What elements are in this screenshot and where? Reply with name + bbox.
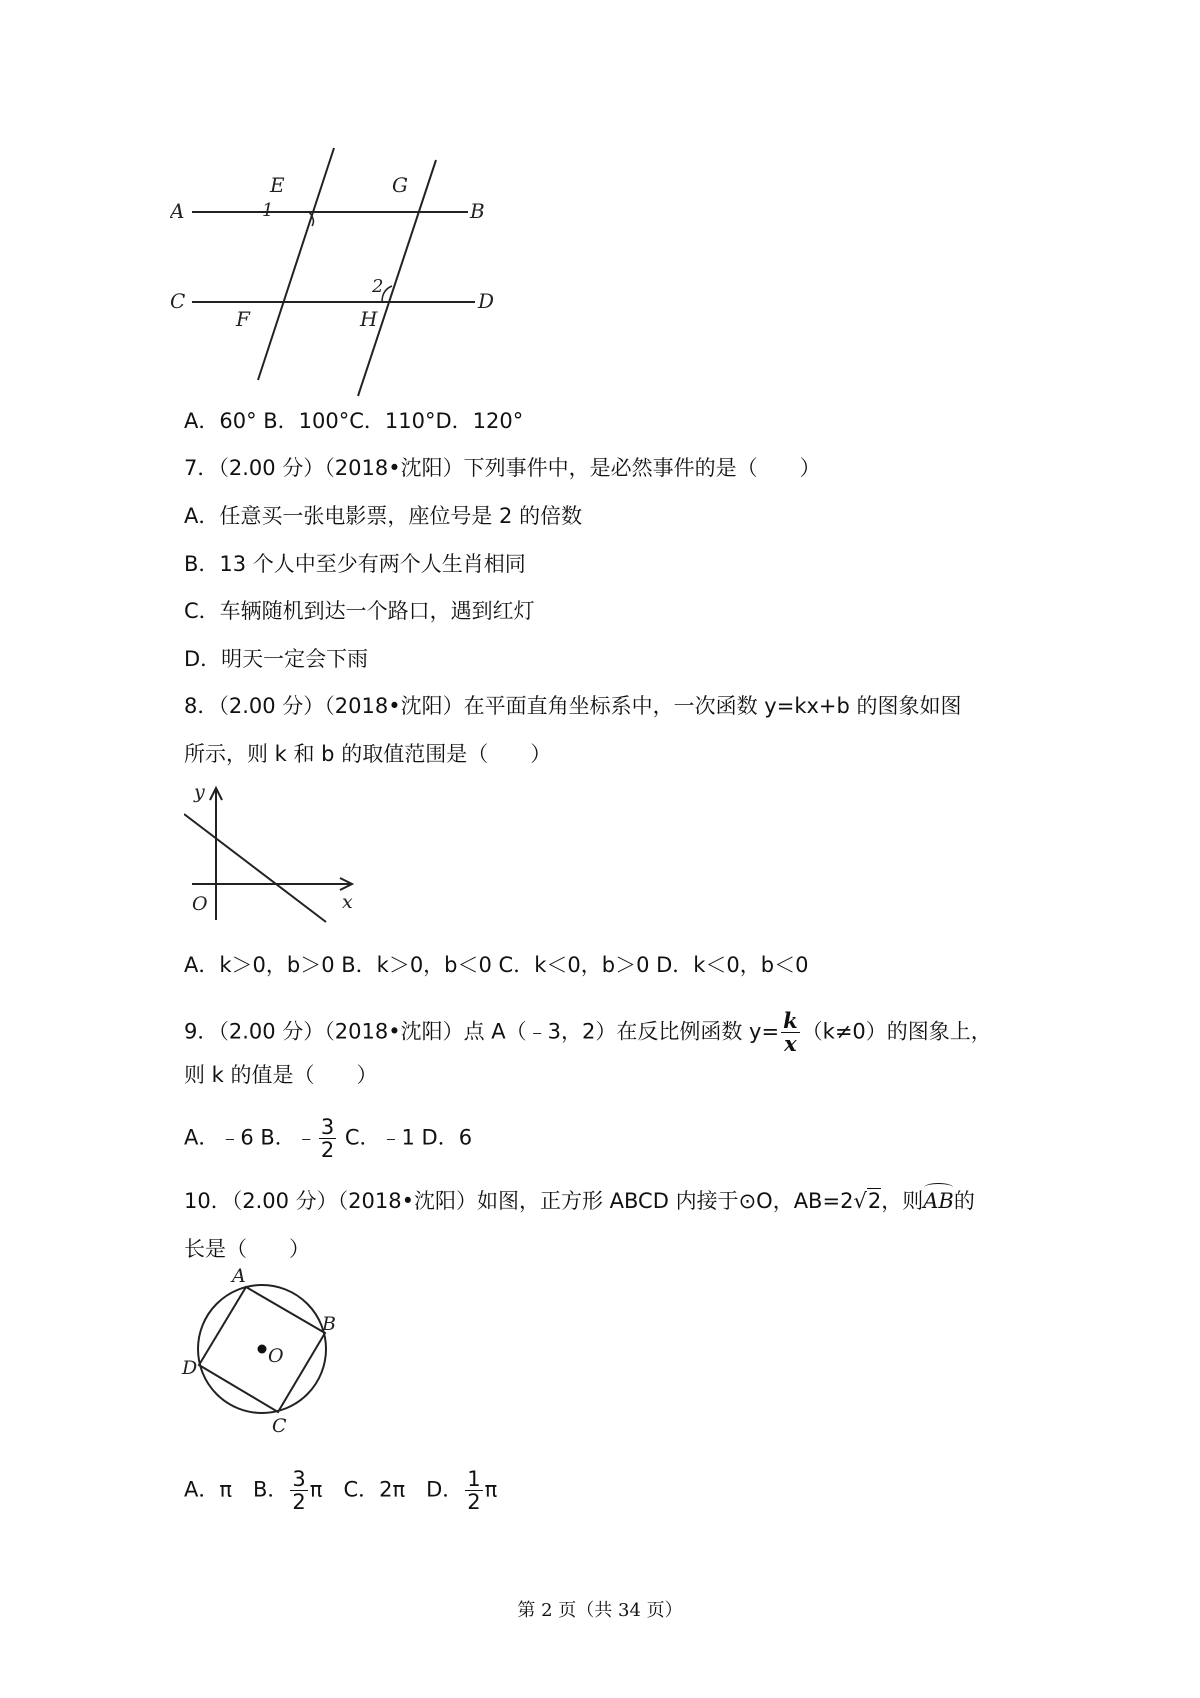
label-d-square: D <box>182 1357 198 1379</box>
q9-fraction-num: k <box>783 1008 798 1033</box>
label-b: B <box>470 199 485 223</box>
q9-stem-pre: 9．（2.00 分）（2018•沈阳）点 A（﹣3，2）在反比例函数 y= <box>184 1019 780 1044</box>
q10-option-d-den: 2 <box>467 1490 481 1515</box>
q10-option-d-unit: π <box>484 1477 498 1502</box>
q10-option-d-fraction <box>465 1468 482 1513</box>
label-g: G <box>392 173 408 197</box>
q9-option-b-fraction <box>319 1116 336 1161</box>
q10-option-b-fraction <box>290 1468 307 1513</box>
label-a: A <box>170 199 185 223</box>
q9-option-b-den: 2 <box>320 1138 335 1163</box>
linear-function-figure <box>184 780 364 930</box>
q9-fraction <box>781 1010 800 1055</box>
q7-option-b: B．13 个人中至少有两个人生肖相同 <box>184 552 526 576</box>
q10-option-b-unit: π <box>309 1477 323 1502</box>
label-c: C <box>170 289 186 313</box>
q6-options: A．60° B．100°C．110°D．120° <box>184 409 524 433</box>
q9-stem-line1 <box>184 1010 992 1055</box>
origin-label: O <box>192 893 208 915</box>
label-c-square: C <box>272 1415 287 1436</box>
label-e: E <box>270 173 285 197</box>
label-2: 2 <box>372 276 384 297</box>
q9-fraction-den: x <box>784 1031 797 1057</box>
q10-stem-line2: 长是（ ） <box>184 1237 310 1261</box>
center-point <box>258 1345 267 1354</box>
q10-stem-mid: ，则 <box>881 1189 924 1213</box>
q9-option-b-num: 3 <box>320 1115 335 1139</box>
label-1: 1 <box>262 200 274 221</box>
q10-stem-line1 <box>184 1186 975 1216</box>
label-d: D <box>478 289 495 313</box>
q8-options: A．k＞0，b＞0 B．k＞0，b＜0 C．k＜0，b＞0 D．k＜0，b＜0 <box>184 953 809 977</box>
sqrt-value: 2 <box>867 1189 882 1213</box>
q7-option-d: D．明天一定会下雨 <box>184 647 369 671</box>
q7-stem: 7．（2.00 分）（2018•沈阳）下列事件中，是必然事件的是（ ） <box>184 456 821 480</box>
q8-stem-line2: 所示，则 k 和 b 的取值范围是（ ） <box>184 742 552 766</box>
label-h: H <box>360 307 378 331</box>
q10-option-b-den: 2 <box>292 1490 306 1515</box>
q10-option-c: C．2π D． <box>343 1477 464 1502</box>
page-footer: 第 2 页（共 34 页） <box>517 1600 683 1621</box>
label-a-square: A <box>232 1266 246 1287</box>
label-f: F <box>236 307 250 331</box>
label-b-square: B <box>322 1313 336 1335</box>
inscribed-square-figure <box>180 1266 350 1436</box>
q10-stem-post: 的 <box>953 1189 975 1213</box>
y-axis-label: y <box>194 781 205 803</box>
q10-option-b-num: 3 <box>292 1467 306 1491</box>
q9-option-c-d: C．﹣1 D．6 <box>338 1125 473 1150</box>
q10-stem-pre: 10．（2.00 分）（2018•沈阳）如图，正方形 ABCD 内接于⊙O，AB=2 <box>184 1189 854 1213</box>
sqrt-sign: √ <box>853 1189 867 1213</box>
x-axis-label: x <box>342 891 353 913</box>
q9-stem-post: （k≠0）的图象上， <box>801 1019 992 1044</box>
q10-option-d-num: 1 <box>467 1467 481 1491</box>
q9-options <box>184 1116 472 1161</box>
arc-ab: AB <box>923 1186 954 1216</box>
q9-option-a-b: A．﹣6 B．﹣ <box>184 1125 317 1150</box>
q7-option-c: C．车辆随机到达一个路口，遇到红灯 <box>184 599 535 623</box>
q10-options <box>184 1468 497 1513</box>
q9-stem-line2: 则 k 的值是（ ） <box>184 1063 378 1087</box>
q7-option-a: A．任意买一张电影票，座位号是 2 的倍数 <box>184 504 583 528</box>
q8-stem-line1: 8．（2.00 分）（2018•沈阳）在平面直角坐标系中，一次函数 y=kx+b 的图象如图 <box>184 694 962 718</box>
parallel-lines-figure <box>170 140 510 400</box>
label-o-center: O <box>268 1345 284 1367</box>
q10-option-a: A．π B． <box>184 1477 289 1502</box>
